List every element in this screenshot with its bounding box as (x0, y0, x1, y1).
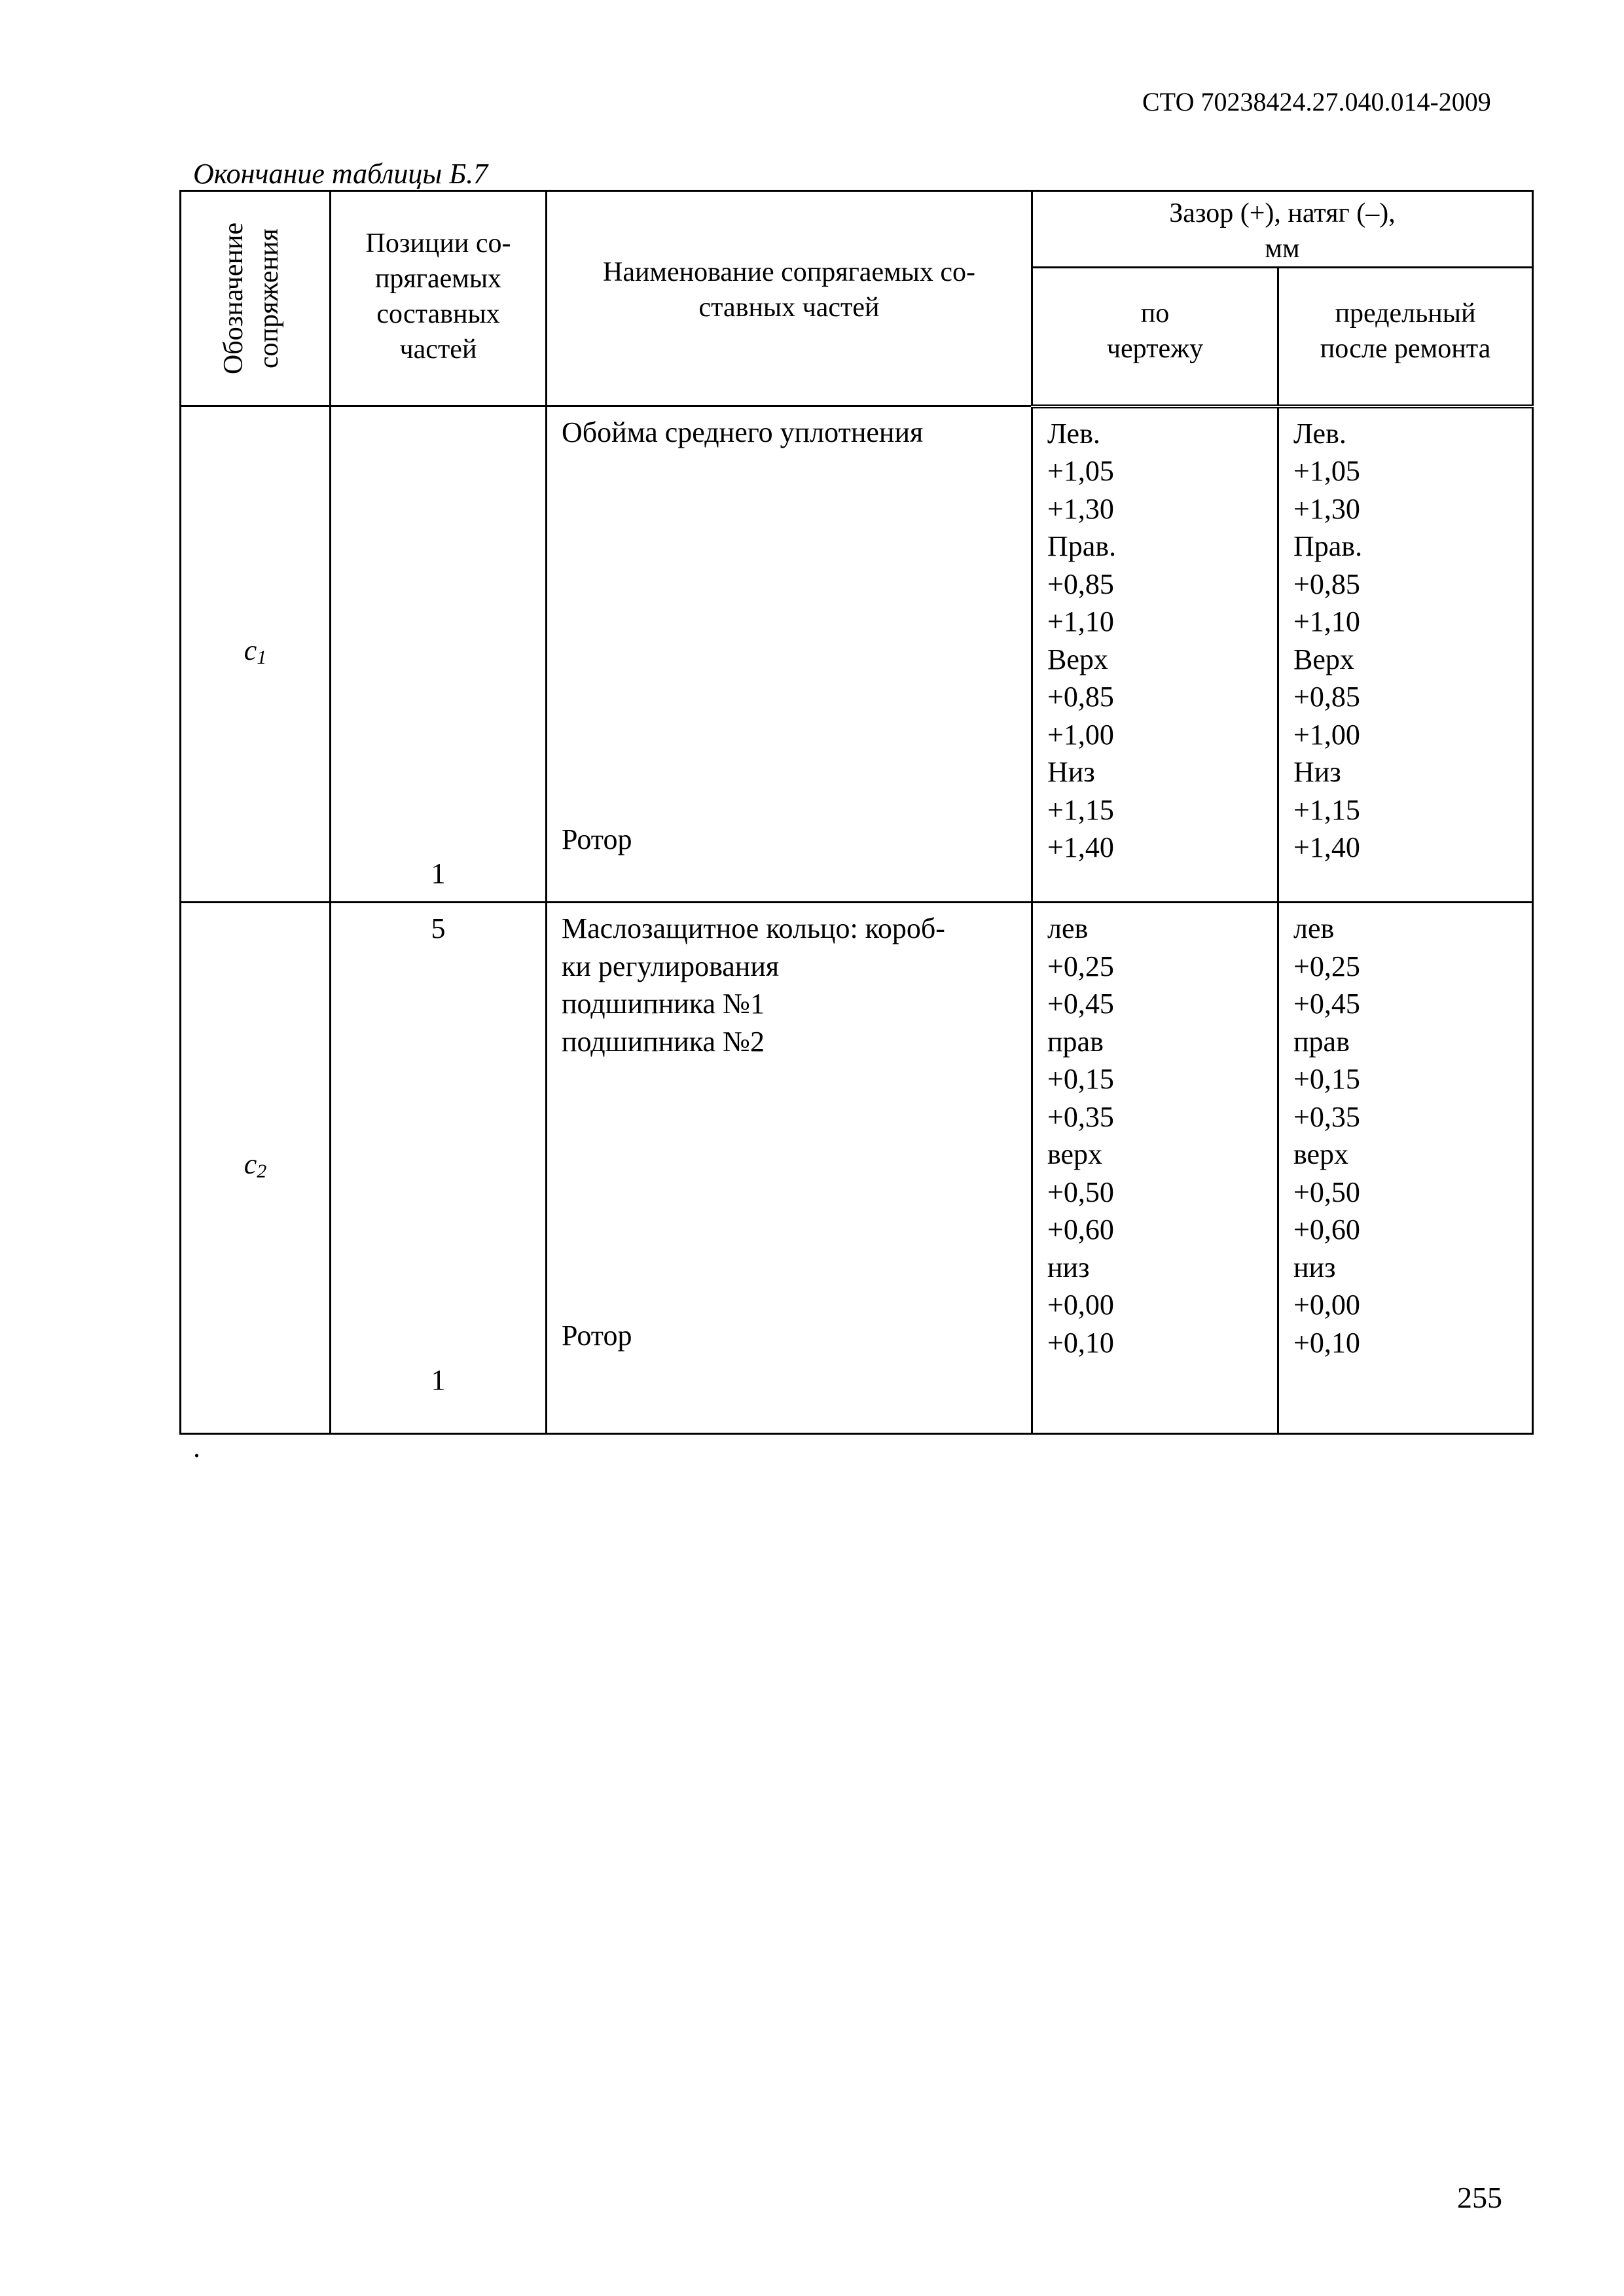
value-line: +0,85 (1293, 681, 1360, 713)
value-line: Низ (1047, 756, 1095, 788)
designation-symbol: c (244, 634, 257, 667)
value-line: Лев. (1293, 417, 1346, 450)
value-line: +0,45 (1293, 988, 1360, 1020)
value-line: прав (1047, 1025, 1104, 1058)
value-line: +0,60 (1047, 1213, 1114, 1246)
value-line: низ (1293, 1251, 1336, 1283)
designation-symbol: c (244, 1148, 257, 1181)
limit-after-repair-cell (1278, 903, 1533, 1434)
value-line: +1,15 (1293, 793, 1360, 826)
value-line: +0,25 (1047, 950, 1114, 982)
value-line: верх (1047, 1138, 1103, 1170)
header-gap-group (1032, 191, 1533, 268)
value-line: +0,15 (1047, 1063, 1114, 1095)
value-line: +0,25 (1293, 950, 1360, 982)
value-line: Прав. (1293, 530, 1363, 562)
value-line: Прав. (1047, 530, 1117, 562)
value-line: низ (1047, 1251, 1090, 1283)
name-bottom: Ротор (562, 823, 632, 855)
value-line: лев (1293, 912, 1335, 944)
value-line: +1,30 (1047, 492, 1114, 525)
document-code: СТО 70238424.27.040.014-2009 (1142, 87, 1491, 117)
value-line: Верх (1293, 643, 1354, 675)
value-line: +1,30 (1293, 492, 1360, 525)
value-line: +1,05 (1047, 455, 1114, 487)
name-line: Обойма среднего уплотнения (562, 416, 924, 448)
name-cell (547, 406, 1032, 903)
table-row (181, 406, 1533, 903)
header-designation-label: Обозначение сопряжения (219, 222, 284, 375)
footer-dot: . (193, 1431, 200, 1463)
value-line: +0,35 (1047, 1100, 1114, 1133)
header-positions-label: Позиции со- прягаемых составных частей (365, 228, 511, 365)
value-line: прав (1293, 1025, 1350, 1058)
name-bottom: Ротор (562, 1319, 632, 1352)
value-line: +0,10 (1293, 1326, 1360, 1359)
value-line: +1,40 (1293, 831, 1360, 863)
value-line: +0,50 (1293, 1175, 1360, 1208)
header-designation (181, 191, 331, 406)
position-cell (331, 903, 547, 1434)
value-line: +0,85 (1047, 567, 1114, 600)
by-drawing-cell (1032, 903, 1278, 1434)
value-line: верх (1293, 1138, 1349, 1170)
value-line: +0,00 (1293, 1289, 1360, 1321)
header-name-label: Наименование сопрягаемых со- ставных частей (602, 257, 976, 323)
page-number: 255 (1457, 2181, 1502, 2214)
value-line: Низ (1293, 756, 1341, 788)
header-gap-group-label: Зазор (+), натяг (–), мм (1169, 198, 1396, 264)
value-line: +0,35 (1293, 1100, 1360, 1133)
position-top: 5 (431, 912, 446, 944)
designation-subscript: 1 (257, 647, 267, 669)
value-line: +0,60 (1293, 1213, 1360, 1246)
designation-subscript: 2 (257, 1160, 267, 1183)
name-line: подшипника №2 (562, 1025, 765, 1058)
header-limit-after-repair-label: предельный после ремонта (1320, 298, 1491, 364)
value-line: +0,85 (1047, 681, 1114, 713)
header-name (547, 191, 1032, 406)
value-line: +1,00 (1293, 718, 1360, 751)
value-line: +1,05 (1293, 455, 1360, 487)
limit-after-repair-cell (1278, 406, 1533, 903)
value-line: лев (1047, 912, 1089, 944)
designation-cell (181, 406, 331, 903)
value-line: +0,15 (1293, 1063, 1360, 1095)
value-line: +0,50 (1047, 1175, 1114, 1208)
position-bottom: 1 (431, 1363, 446, 1396)
table-row (181, 903, 1533, 1434)
position-bottom: 1 (431, 857, 446, 889)
header-by-drawing-label: по чертежу (1106, 298, 1204, 364)
name-line: подшипника №1 (562, 988, 765, 1020)
value-line: +0,85 (1293, 567, 1360, 600)
name-line: ки регулирования (562, 950, 780, 982)
name-cell (547, 903, 1032, 1434)
header-limit-after-repair (1278, 268, 1533, 406)
value-line: Лев. (1047, 417, 1100, 450)
value-line: +0,00 (1047, 1289, 1114, 1321)
value-line: +0,45 (1047, 988, 1114, 1020)
value-line: +1,15 (1047, 793, 1114, 826)
name-line: Маслозащитное кольцо: короб- (562, 912, 945, 944)
value-line: +1,10 (1293, 605, 1360, 637)
header-positions (331, 191, 547, 406)
designation-cell (181, 903, 331, 1434)
value-line: +1,00 (1047, 718, 1114, 751)
value-line: +0,10 (1047, 1326, 1114, 1359)
clearance-table (179, 190, 1534, 1435)
value-line: +1,10 (1047, 605, 1114, 637)
value-line: +1,40 (1047, 831, 1114, 863)
table-caption: Окончание таблицы Б.7 (193, 158, 488, 190)
value-line: Верх (1047, 643, 1108, 675)
position-cell (331, 406, 547, 903)
header-by-drawing (1032, 268, 1278, 406)
by-drawing-cell (1032, 406, 1278, 903)
